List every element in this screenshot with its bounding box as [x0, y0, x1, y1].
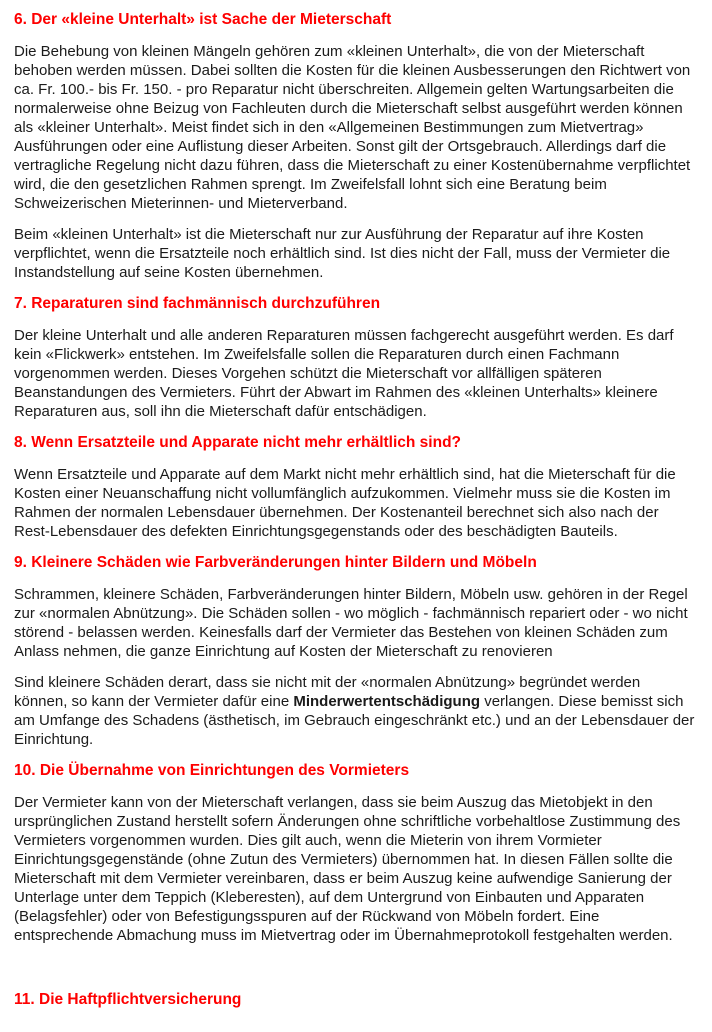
paragraph: Schrammen, kleinere Schäden, Farbveränderungen hinter Bildern, Möbeln usw. gehören in der Regel zur «normalen Abnützung». Die Schäden sollen - wo möglich - fachmännisch repariert oder - wo nicht störend - belassen werden. Keinesfalls darf der Vermieter das Bestehen von kleinen Schäden zum Anlass nehmen, die ganze Einrichtung auf Kosten der Mieterschaft zu renovieren: [14, 586, 688, 660]
paragraph: Beim «kleinen Unterhalt» ist die Mieterschaft nur zur Ausführung der Reparatur auf ihre Kosten verpflichtet, wenn die Ersatzteile noch erhältlich sind. Ist dies nicht der Fall, muss der Vermieter die Instandstellung auf seine Kosten übernehmen.: [14, 226, 671, 281]
paragraph-text: verlangen. Diese bemisst sich am Umfange des Schadens (ästhetisch, im Gebrauch eingeschränkt etc.) und an der Lebensdauer der Einrichtung.: [14, 693, 695, 748]
section-9-kleinere-schaeden: [14, 553, 697, 749]
section-6-kleiner-unterhalt: [14, 10, 697, 282]
section-heading: 9. Kleinere Schäden wie Farbveränderungen hinter Bildern und Möbeln: [14, 554, 537, 571]
paragraph: Der Vermieter kann von der Mieterschaft verlangen, dass sie beim Auszug das Mietobjekt in den ursprünglichen Zustand herstellt sofern Änderungen ohne schriftliche vorbehaltlose Zustimmung des Vermieters vorgenommen wurden. Dies gilt auch, wenn die Mieterin von ihrem Vormieter Einrichtungsgegenstände (ohne Zutun des Vermieters) übernommen hat. In diesen Fällen sollte die Mieterschaft mit dem Vermieter vereinbaren, dass er beim Auszug keine aufwendige Sanierung der Unterlage unter dem Teppich (Kleberesten), auf dem Untergrund von Einbauten und Apparaten (Belagsfehler) oder von Befestigungsspuren auf der Rückwand von Möbeln fordert. Eine entsprechende Abmachung muss im Mietvertrag oder im Übernahmeprotokoll festgehalten werden.: [14, 794, 681, 944]
section-7-reparaturen: [14, 294, 697, 421]
section-11-haftpflichtversicherung: [14, 990, 697, 1010]
section-heading: 10. Die Übernahme von Einrichtungen des Vormieters: [14, 762, 410, 779]
section-heading: 7. Reparaturen sind fachmännisch durchzuführen: [14, 295, 381, 312]
section-heading: 11. Die Haftpflichtversicherung: [14, 991, 242, 1008]
paragraph-text: Sind kleinere Schäden derart, dass sie nicht mit der «normalen Abnützung» begründet werden können, so kann der Vermieter dafür eine: [14, 674, 641, 710]
paragraph: Der kleine Unterhalt und alle anderen Reparaturen müssen fachgerecht ausgeführt werden. Es darf kein «Flickwerk» entstehen. Im Zweifelsfalle sollen die Reparaturen durch einen Fachmann vorgenommen werden. Dieses Vorgehen schützt die Mieterschaft vor allfälligen späteren Beanstandungen des Vermieters. Führt der Abwart im Rahmen des «kleinen Unterhalts» kleinere Reparaturen aus, soll ihn die Mieterschaft dafür entschädigen.: [14, 327, 674, 420]
section-heading: 8. Wenn Ersatzteile und Apparate nicht mehr erhältlich sind?: [14, 434, 462, 451]
paragraph: Die Behebung von kleinen Mängeln gehören zum «kleinen Unterhalt», die von der Mieterschaft behoben werden müssen. Dabei sollten die Kosten für die kleinen Ausbesserungen den Richtwert von ca. Fr. 100.- bis Fr. 150. - pro Reparatur nicht überschreiten. Allgemein gelten Wartungsarbeiten die normalerweise ohne Beizug von Fachleuten durch die Mieterschaft selbst ausgeführt werden können als «kleiner Unterhalt». Meist findet sich in den «Allgemeinen Bestimmungen zum Mietvertrag» Ausführungen oder eine Auflistung dieser Arbeiten. Sonst gilt der Ortsgebrauch. Allerdings darf die vertragliche Regelung nicht dazu führen, dass die Mieterschaft zu einer Kostenübernahme verpflichtet wird, die den gesetzlichen Rahmen sprengt. Im Zweifelsfall lohnt sich eine Beratung beim Schweizerischen Mieterinnen- und Mieterverband.: [14, 43, 691, 212]
paragraph: Wenn Ersatzteile und Apparate auf dem Markt nicht mehr erhältlich sind, hat die Mieterschaft für die Kosten einer Neuanschaffung nicht vollumfänglich aufzukommen. Vielmehr muss sie die Kosten im Rahmen der normalen Lebensdauer übernehmen. Der Kostenanteil berechnet sich also nach der Rest-Lebensdauer des defekten Einrichtungsgegenstands oder des beschädigten Bauteils.: [14, 466, 676, 540]
section-heading: 6. Der «kleine Unterhalt» ist Sache der Mieterschaft: [14, 11, 392, 28]
section-10-uebernahme-einrichtungen: [14, 761, 697, 945]
section-8-ersatzteile: [14, 433, 697, 541]
paragraph: [14, 673, 697, 749]
bold-term: Minderwertentschädigung: [293, 693, 481, 710]
